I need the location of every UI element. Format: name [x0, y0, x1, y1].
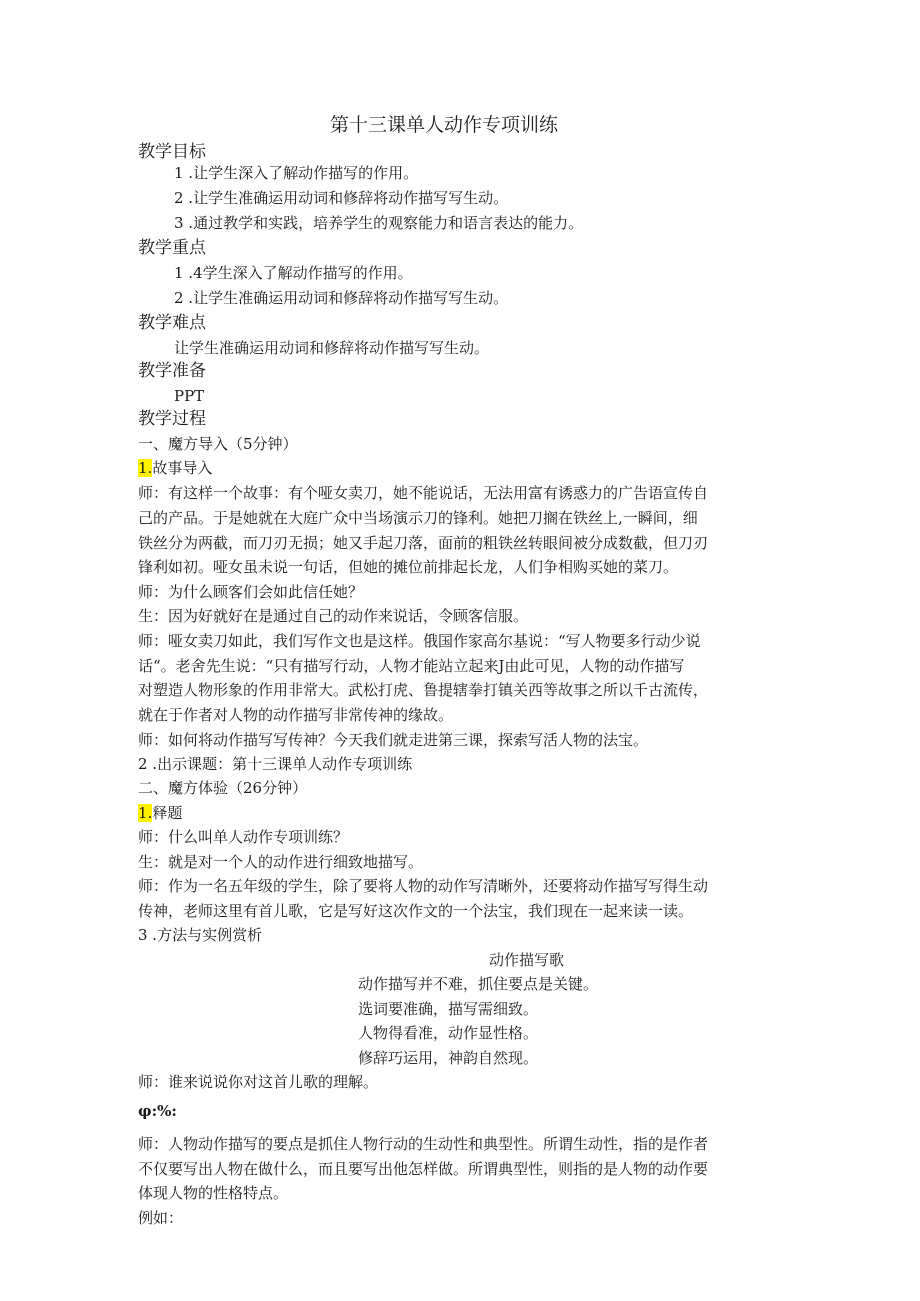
part2-question-1: 师：什么叫单人动作专项训练？	[138, 828, 349, 846]
part1-para2-line-4: 就在于作者对人物的动作描写非常传神的缘故。	[138, 706, 454, 724]
document-title: 第十三课单人动作专项训练	[330, 114, 559, 136]
key-points-item-2: 2 .让学生准确运用动词和修辞将动作描写写生动。	[174, 289, 509, 307]
goals-item-2: 2 .让学生准确运用动词和修辞将动作描写写生动。	[174, 189, 509, 207]
part1-answer-1: 生：因为好就好在是通过自己的动作来说话，令顾客信服。	[138, 607, 529, 625]
poem-line-1: 动作描写并不难，抓住要点是关键。	[358, 975, 599, 993]
part1-question-1: 师：为什么顾客们会如此信任她？	[138, 583, 364, 601]
part2-para1-line-1: 师：作为一名五年级的学生，除了要将人物的动作写清晰外，还要将动作描写写得生动	[138, 877, 709, 895]
part1-para1-line-2: 己的产品。于是她就在大庭广众中当场演示刀的锋利。她把刀搁在铁丝上,一瞬间，细	[138, 509, 698, 527]
preparation-heading: 教学准备	[138, 361, 206, 381]
poem-line-2: 选词要准确，描写需细致。	[358, 1000, 539, 1018]
garbled-text: φ:%:	[138, 1102, 177, 1120]
part2-step1	[138, 803, 182, 823]
poem-line-4: 修辞巧运用，神韵自然现。	[358, 1049, 539, 1067]
part2-step1-label: 释题	[152, 804, 183, 822]
part1-step1-label: 故事导入	[152, 459, 213, 477]
highlight-number: 1.	[138, 804, 153, 822]
part1-para1-line-1: 师：有这样一个故事：有个哑女卖刀，她不能说话，无法用富有诱惑力的广告语宣传自	[138, 484, 709, 502]
part1-heading: 一、魔方导入（5分钟）	[138, 435, 298, 453]
part2-para2-line-1: 师：人物动作描写的要点是抓住人物行动的生动性和典型性。所谓生动性，指的是作者	[138, 1135, 709, 1153]
part2-question-2: 师：谁来说说你对这首儿歌的理解。	[138, 1073, 379, 1091]
part2-para2-line-3: 体现人物的性格特点。	[138, 1184, 289, 1202]
goals-heading: 教学目标	[138, 142, 206, 162]
part1-para1-line-3: 铁丝分为两截，而刀刃无损；她又手起刀落，面前的粗铁丝转眼间被分成数截，但刀刃	[138, 534, 709, 552]
poem-title: 动作描写歌	[489, 951, 565, 969]
difficult-points-text: 让学生准确运用动词和修辞将动作描写写生动。	[174, 339, 490, 357]
key-points-item-1: 1 .4学生深入了解动作描写的作用。	[174, 264, 413, 282]
part2-step3: 3 .方法与实例赏析	[138, 926, 263, 944]
highlight-number: 1.	[138, 459, 153, 477]
part2-heading: 二、魔方体验（26分钟）	[138, 779, 308, 797]
difficult-points-heading: 教学难点	[138, 313, 206, 333]
part2-para2-line-2: 不仅要写出人物在做什么，而且要写出他怎样做。所谓典型性，则指的是人物的动作要	[138, 1160, 709, 1178]
key-points-heading: 教学重点	[138, 238, 206, 258]
preparation-text: PPT	[174, 387, 205, 405]
part2-answer-1: 生：就是对一个人的动作进行细致地描写。	[138, 853, 424, 871]
part1-para1-line-4: 锋利如初。哑女虽未说一句话，但她的摊位前排起长龙，人们争相购买她的菜刀。	[138, 558, 679, 576]
part1-step1	[138, 458, 212, 478]
part1-para2-line-1: 师：哑女卖刀如此，我们写作文也是这样。俄国作家高尔基说：“写人物要多行动少说	[138, 632, 701, 650]
part1-para2-line-2: 话“。老舍先生说：“只有描写行动，人物才能站立起来J由此可见，人物的动作描写	[138, 657, 685, 675]
part1-step2: 2 .出示课题：第十三课单人动作专项训练	[138, 755, 413, 773]
goals-item-3: 3 .通过教学和实践，培养学生的观察能力和语言表达的能力。	[174, 214, 584, 232]
poem-line-3: 人物得看准，动作显性格。	[358, 1024, 539, 1042]
process-heading: 教学过程	[138, 409, 206, 429]
part1-para2-line-3: 对塑造人物形象的作用非常大。武松打虎、鲁提辖拳打镇关西等故事之所以千古流传，	[138, 681, 709, 699]
goals-item-1: 1 .让学生深入了解动作描写的作用。	[174, 164, 419, 182]
part1-question-2: 师：如何将动作描写写传神？今天我们就走进第三课，探索写活人物的法宝。	[138, 731, 649, 749]
part2-example: 例如：	[138, 1209, 184, 1227]
part2-para1-line-2: 传神，老师这里有首儿歌，它是写好这次作文的一个法宝，我们现在一起来读一读。	[138, 902, 694, 920]
